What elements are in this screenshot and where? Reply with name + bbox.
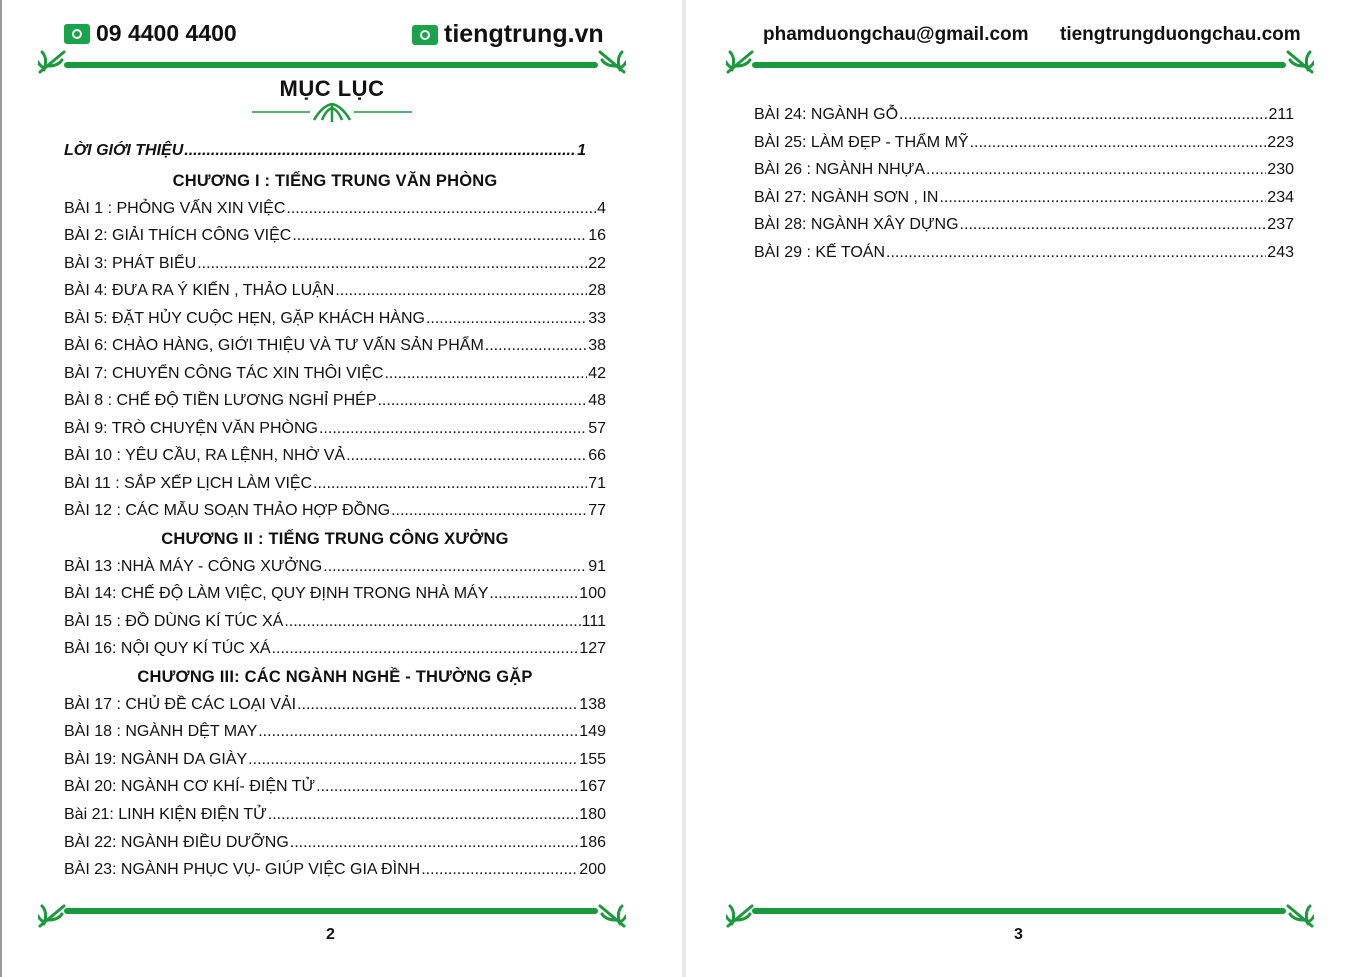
dot-leader [184,142,576,160]
toc-entry-page: 200 [579,861,606,878]
dot-leader [926,161,1266,179]
toc-entry-label: BÀI 14: CHẾ ĐỘ LÀM VIỆC, QUY ĐỊNH TRONG NHÀ MÁY [64,585,489,602]
chapter-heading: CHƯƠNG II : TIẾNG TRUNG CÔNG XƯỞNG [161,530,509,548]
dot-leader [899,106,1267,124]
toc-entry-label: BÀI 8 : CHẾ ĐỘ TIỀN LƯƠNG NGHỈ PHÉP [64,392,377,409]
dot-leader [421,861,578,879]
toc-entry-page: 180 [579,806,606,823]
bamboo-leaf-icon [598,48,626,74]
dot-leader [292,227,587,245]
toc-entry[interactable] [64,640,606,658]
dot-leader [939,189,1266,207]
toc-entry-page: 71 [588,475,606,492]
toc-entry-page: 16 [588,227,606,244]
toc-entry[interactable] [754,106,1294,124]
toc-entry-label: BÀI 26 : NGÀNH NHỰA [754,161,926,178]
title-ornament-icon [252,102,412,124]
toc-entry[interactable] [64,392,606,410]
toc-entry-label: BÀI 29 : KẾ TOÁN [754,244,886,261]
toc-entry[interactable] [64,696,606,714]
toc-entry-label: BÀI 4: ĐƯA RA Ý KIẾN , THẢO LUẬN [64,282,335,299]
toc-entry-label: BÀI 19: NGÀNH DA GIÀY [64,751,248,768]
dot-leader [489,585,578,603]
bamboo-leaf-icon [1286,48,1314,74]
bamboo-leaf-icon [726,902,754,928]
toc-entry-page: 149 [579,723,606,740]
bamboo-leaf-icon [38,48,66,74]
dot-leader [313,475,587,493]
toc-entry-label: BÀI 25: LÀM ĐẸP - THẨM MỸ [754,134,969,151]
toc-entry-page: 127 [579,640,606,657]
dot-leader [258,723,578,741]
toc-entry[interactable] [64,778,606,796]
toc-entry-page: 66 [588,447,606,464]
toc-entry[interactable] [754,244,1294,262]
toc-entry-label: BÀI 23: NGÀNH PHỤC VỤ- GIÚP VIỆC GIA ĐÌNH [64,861,421,878]
header-rule [752,62,1286,68]
toc-entry-label: BÀI 17 : CHỦ ĐỀ CÁC LOẠI VẢI [64,696,297,713]
phone-icon [64,24,90,44]
toc-entry-label: BÀI 27: NGÀNH SƠN , IN [754,189,939,206]
toc-entry-label: BÀI 7: CHUYỂN CÔNG TÁC XIN THÔI VIỆC [64,365,384,382]
toc-entry[interactable] [64,558,606,576]
toc-entry-label: BÀI 28: NGÀNH XÂY DỰNG [754,216,959,233]
toc-entry-page: 237 [1267,216,1294,233]
header-site [412,20,604,49]
toc-entry[interactable] [64,420,606,438]
toc-entry-page: 28 [588,282,606,299]
toc-entry-page: 22 [588,255,606,272]
toc-entry[interactable] [754,161,1294,179]
bamboo-leaf-icon [38,902,66,928]
dot-leader [426,310,587,328]
intro-label: LỜI GIỚI THIỆU [64,142,184,159]
toc-entry-page: 186 [579,834,606,851]
toc-entry-label: BÀI 1 : PHỎNG VẤN XIN VIỆC [64,200,286,217]
dot-leader [316,778,578,796]
dot-leader [268,806,579,824]
toc-entry[interactable] [64,806,606,824]
toc-entry[interactable] [754,134,1294,152]
toc-entry[interactable] [64,475,606,493]
toc-entry[interactable] [64,861,606,879]
dot-leader [248,751,578,769]
toc-entry-page: 33 [588,310,606,327]
dot-leader [970,134,1267,152]
toc-entry-label: BÀI 22: NGÀNH ĐIỀU DƯỠNG [64,834,289,851]
toc-entry-page: 4 [597,200,606,217]
toc-entry[interactable] [64,255,606,273]
toc-entry-page: 42 [588,365,606,382]
dot-leader [335,282,587,300]
toc-entry-page: 230 [1267,161,1294,178]
chapter-heading: CHƯƠNG III: CÁC NGÀNH NGHỀ - THƯỜNG GẶP [137,668,533,686]
toc-entry-page: 48 [588,392,606,409]
toc-entry[interactable] [754,189,1294,207]
toc-entry-label: BÀI 11 : SẮP XẾP LỊCH LÀM VIỆC [64,475,313,492]
dot-leader [290,834,579,852]
toc-entry[interactable] [64,282,606,300]
toc-entry[interactable] [64,613,606,631]
toc-entry-label: BÀI 24: NGÀNH GỖ [754,106,899,123]
dot-leader [323,558,587,576]
dot-leader [886,244,1266,262]
toc-entry[interactable] [64,365,606,383]
dot-leader [286,200,596,218]
toc-entry-label: BÀI 18 : NGÀNH DỆT MAY [64,723,258,740]
dot-leader [272,640,579,658]
toc-entry-label: BÀI 12 : CÁC MẪU SOẠN THẢO HỢP ĐỒNG [64,502,391,519]
toc-entry[interactable] [64,337,606,355]
dot-leader [391,502,587,520]
dot-leader [960,216,1267,234]
toc-entry-page: 111 [581,613,606,630]
footer-rule [64,908,598,914]
toc-entry[interactable] [64,310,606,328]
site-name: tiengtrung.vn [444,20,604,48]
toc-entry-label: BÀI 15 : ĐỒ DÙNG KÍ TÚC XÁ [64,613,284,630]
toc-intro[interactable] [64,142,586,160]
bamboo-leaf-icon [726,48,754,74]
bamboo-leaf-icon [1286,902,1314,928]
toc-entry-page: 223 [1267,134,1294,151]
tiengtrung-logo-icon [412,25,438,45]
toc-entry-page: 167 [579,778,606,795]
left-page [0,0,682,977]
toc-entry[interactable] [754,216,1294,234]
toc-entry-page: 243 [1267,244,1294,261]
dot-leader [346,447,587,465]
toc-entry-label: Bài 21: LINH KIỆN ĐIỆN TỬ [64,806,267,823]
toc-entry-page: 38 [588,337,606,354]
toc-entry-label: BÀI 10 : YÊU CẦU, RA LỆNH, NHỜ VẢ [64,447,346,464]
toc-entry-label: BÀI 2: GIẢI THÍCH CÔNG VIỆC [64,227,292,244]
dot-leader [197,255,587,273]
toc-entry[interactable] [64,447,606,465]
toc-entry[interactable] [64,751,606,769]
toc-entry-page: 211 [1268,106,1294,123]
dot-leader [377,392,587,410]
dot-leader [384,365,587,383]
toc-title: MỤC LỤC [279,76,385,101]
right-page [686,0,1366,977]
toc-entry-label: BÀI 20: NGÀNH CƠ KHÍ- ĐIỆN TỬ [64,778,316,795]
toc-entry-label: BÀI 13 :NHÀ MÁY - CÔNG XƯỞNG [64,558,323,575]
toc-entry-label: BÀI 9: TRÒ CHUYỆN VĂN PHÒNG [64,420,318,437]
toc-entry-page: 57 [588,420,606,437]
toc-entry[interactable] [64,585,606,603]
phone-number: 09 4400 4400 [96,20,237,46]
header-rule [64,62,598,68]
toc-entry-label: BÀI 6: CHÀO HÀNG, GIỚI THIỆU VÀ TƯ VẤN SẢN PHẨM [64,337,484,354]
dot-leader [319,420,587,438]
toc-entry-page: 155 [579,751,606,768]
toc-entry-page: 77 [588,502,606,519]
toc-entry[interactable] [64,227,606,245]
dot-leader [284,613,580,631]
toc-entry-label: BÀI 5: ĐẶT HỦY CUỘC HẸN, GẶP KHÁCH HÀNG [64,310,425,327]
header-email: phamduongchau@gmail.com [763,24,1029,45]
toc-entry-page: 234 [1267,189,1294,206]
toc-entry-page: 91 [588,558,606,575]
header-phone [64,20,237,47]
toc-entry-page: 138 [579,696,606,713]
footer-rule [752,908,1286,914]
toc-entry[interactable] [64,723,606,741]
chapter-heading: CHƯƠNG I : TIẾNG TRUNG VĂN PHÒNG [172,172,498,190]
dot-leader [297,696,578,714]
toc-entry[interactable] [64,502,606,520]
toc-entry[interactable] [64,200,606,218]
toc-entry-label: BÀI 16: NỘI QUY KÍ TÚC XÁ [64,640,271,657]
page-number: 3 [1014,926,1023,943]
intro-page: 1 [577,142,586,159]
page-number: 2 [326,926,335,943]
header-site: tiengtrungduongchau.com [1060,24,1301,45]
toc-entry-page: 100 [579,585,606,602]
bamboo-leaf-icon [598,902,626,928]
dot-leader [485,337,587,355]
toc-entry-label: BÀI 3: PHÁT BIỂU [64,255,197,272]
toc-entry[interactable] [64,834,606,852]
